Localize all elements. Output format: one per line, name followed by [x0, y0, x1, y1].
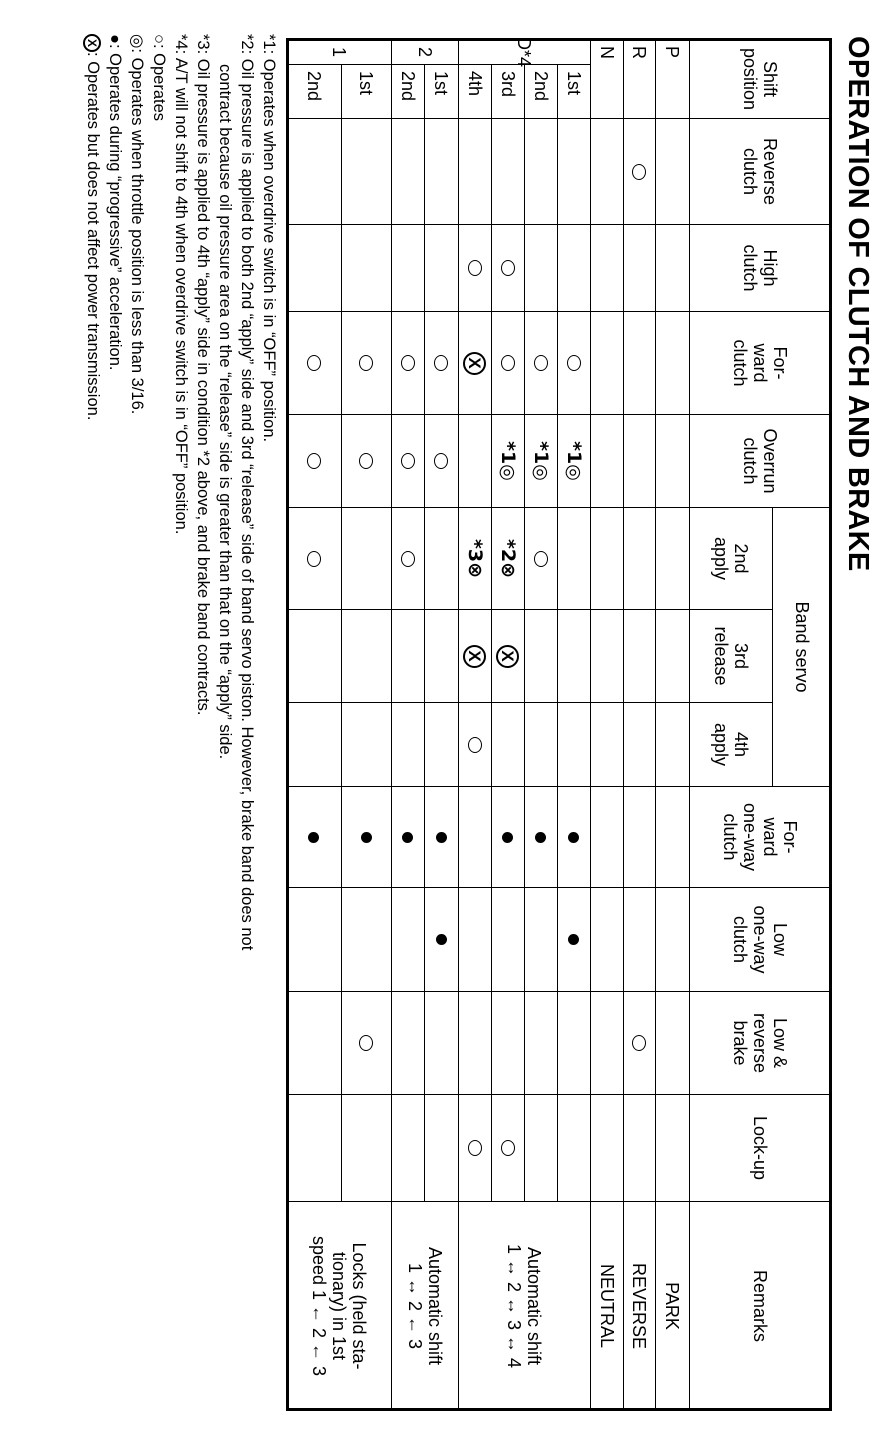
circle-symbol: [307, 355, 321, 371]
shift-position-cell: [491, 65, 524, 119]
table-cell: [341, 119, 391, 225]
table-cell: [491, 415, 524, 508]
table-cell: [341, 312, 391, 415]
footnote: [214, 34, 236, 950]
shift-position-label: P: [662, 46, 683, 59]
table-cell: [491, 992, 524, 1095]
table-cell: [341, 888, 391, 992]
footnoted-symbol: *1◎: [497, 441, 519, 481]
table-cell: [524, 787, 557, 888]
table-cell: [491, 225, 524, 312]
shift-position-label: R: [629, 46, 650, 59]
table-cell: [458, 703, 491, 787]
footnote-mark: *4:: [172, 34, 190, 55]
table-cell: [557, 787, 590, 888]
table-cell: [491, 312, 524, 415]
circle-symbol: [401, 355, 415, 371]
table-cell: [623, 610, 655, 703]
table-cell: [491, 1095, 524, 1202]
table-cell: [391, 992, 424, 1095]
header-label: Overrun clutch: [740, 428, 781, 494]
header-col-2: [689, 312, 831, 415]
table-cell: [655, 787, 689, 888]
remarks-text: Automatic shift 1 ↔ 2 ↔ 3 ↔ 4: [504, 1243, 545, 1369]
footnote-text: Operates: [150, 53, 168, 122]
header-label: Lock-up: [750, 1115, 771, 1181]
table-cell: [391, 312, 424, 415]
footnote: [258, 34, 280, 950]
table-cell: [341, 787, 391, 888]
shift-position-cell: [458, 65, 491, 119]
table-cell: [623, 508, 655, 610]
table-cell: [286, 888, 341, 992]
table-cell: [524, 992, 557, 1095]
remarks-cell: [655, 1202, 689, 1411]
header-label: Band servo: [792, 601, 812, 693]
footnote: [126, 34, 148, 950]
footnote-text: Operates during “progressive” acceleration.: [106, 53, 124, 371]
shift-group-text: D*4: [514, 37, 535, 68]
footnote-text: Operates but does not affect power transmission.: [84, 61, 102, 421]
table-cell: [458, 312, 491, 415]
circle-symbol: [567, 355, 581, 371]
table-cell: [391, 787, 424, 888]
table-cell: [557, 703, 590, 787]
header-col-4: [689, 508, 772, 610]
table-cell: [524, 312, 557, 415]
remarks-text: Automatic shift 1 ↔ 2 ← 3: [405, 1246, 445, 1366]
table-cell: [655, 415, 689, 508]
table-cell: [286, 1095, 341, 1202]
shift-position-cell: [623, 40, 655, 119]
shift-position-label: 1st: [431, 71, 452, 96]
table-cell: [491, 787, 524, 888]
header-col-3: [689, 415, 831, 508]
header-label: Shift position: [740, 47, 781, 111]
table-cell: [655, 703, 689, 787]
circle-symbol: [501, 1140, 515, 1156]
table-cell: [491, 888, 524, 992]
table-cell: [557, 225, 590, 312]
filled-dot-symbol: [361, 832, 372, 843]
footnote: [236, 34, 258, 950]
header-remarks: [689, 1202, 831, 1411]
shift-position-cell: [341, 65, 391, 119]
circle-symbol: [360, 453, 374, 469]
shift-group-text: 2: [415, 46, 435, 57]
table-cell: [590, 1095, 623, 1202]
table-cell: [623, 888, 655, 992]
footnote-mark: ●:: [106, 34, 124, 49]
table-cell: [424, 119, 458, 225]
table-cell: [458, 508, 491, 610]
shift-position-label: 1st: [356, 71, 377, 96]
footnote-mark: *3:: [194, 34, 212, 55]
header-label: Remarks: [750, 1269, 771, 1342]
table-cell: [524, 888, 557, 992]
circle-symbol: [468, 1140, 482, 1156]
table-cell: [557, 610, 590, 703]
filled-dot-symbol: [403, 832, 414, 843]
header-col-1: [689, 225, 831, 312]
circle-symbol: [435, 355, 449, 371]
table-cell: [286, 225, 341, 312]
header-label: 3rd release: [711, 626, 751, 686]
header-label: 2nd apply: [711, 536, 751, 581]
footnote-mark: *2:: [238, 34, 256, 55]
remarks-text: REVERSE: [629, 1262, 650, 1350]
table-cell: [623, 225, 655, 312]
footnote-mark-colon: :: [84, 52, 102, 57]
table-cell: [458, 787, 491, 888]
footnotes: [82, 34, 280, 950]
remarks-cell: [286, 1202, 391, 1411]
table-cell: [557, 888, 590, 992]
table-cell: [524, 415, 557, 508]
table-cell: [590, 508, 623, 610]
table-cell: [655, 992, 689, 1095]
shift-position-cell: [391, 65, 424, 119]
remarks-text: PARK: [662, 1282, 683, 1330]
remarks-cell: [590, 1202, 623, 1411]
table-cell: [458, 225, 491, 312]
circle-symbol: [307, 551, 321, 567]
filled-dot-symbol: [436, 832, 447, 843]
table-cell: [491, 610, 524, 703]
table-cell: [458, 119, 491, 225]
header-band-servo: [772, 508, 831, 787]
table-cell: [557, 508, 590, 610]
circled-x-symbol: X: [497, 645, 520, 668]
table-cell: [391, 508, 424, 610]
table-cell: [655, 1095, 689, 1202]
circled-x-symbol: X: [464, 645, 487, 668]
table-cell: [491, 703, 524, 787]
header-col-7: [689, 787, 831, 888]
remarks-cell: [623, 1202, 655, 1411]
filled-dot-symbol: [569, 934, 580, 945]
shift-position-cell: [557, 65, 590, 119]
circle-symbol: [501, 260, 515, 276]
filled-dot-symbol: [309, 832, 320, 843]
table-cell: [341, 703, 391, 787]
circled-x-symbol: X: [464, 352, 487, 375]
table-cell: [590, 787, 623, 888]
footnote: [104, 34, 126, 950]
table-cell: [286, 610, 341, 703]
table-cell: [341, 992, 391, 1095]
shift-position-label: 2nd: [531, 71, 551, 102]
table-cell: [286, 508, 341, 610]
table-cell: [655, 610, 689, 703]
footnote-text: Oil pressure is applied to both 2nd “apply” side and 3rd “release” side of band servo piston. However, brake band does not: [238, 58, 256, 951]
header-label: High clutch: [740, 244, 781, 292]
circle-symbol: [360, 1035, 374, 1051]
footnote-mark: ○:: [150, 34, 168, 49]
circle-symbol: [401, 453, 415, 469]
footnote-text: Operates when overdrive switch is in “OFF” position.: [260, 58, 278, 443]
table-cell: [557, 992, 590, 1095]
table-cell: [655, 312, 689, 415]
table-cell: [655, 225, 689, 312]
shift-position-cell: [655, 40, 689, 119]
circle-symbol: [360, 355, 374, 371]
table-cell: [623, 703, 655, 787]
table-cell: [341, 225, 391, 312]
table-cell: [391, 1095, 424, 1202]
shift-position-cell: [424, 65, 458, 119]
shift-position-label: 4th: [465, 71, 485, 97]
circle-symbol: [435, 453, 449, 469]
table-cell: [524, 119, 557, 225]
header-col-10: [689, 1095, 831, 1202]
table-cell: [590, 610, 623, 703]
header-label: Low one-way clutch: [730, 905, 791, 974]
table-cell: [391, 888, 424, 992]
table-cell: [424, 312, 458, 415]
table-cell: [557, 415, 590, 508]
table-cell: [286, 415, 341, 508]
remarks-text: Locks (held sta- tionary) in 1st speed 1 ← 2 ← 3: [309, 1235, 369, 1377]
header-col-6: [689, 703, 772, 787]
shift-group-text: 1: [329, 46, 349, 57]
circle-symbol: [307, 453, 321, 469]
table-cell: [623, 787, 655, 888]
filled-dot-symbol: [536, 832, 547, 843]
table-cell: [590, 312, 623, 415]
table-cell: [424, 703, 458, 787]
table-cell: [524, 508, 557, 610]
remarks-cell: [391, 1202, 458, 1411]
table-cell: [491, 119, 524, 225]
filled-dot-symbol: [503, 832, 514, 843]
table-cell: [557, 312, 590, 415]
shift-position-label: 2nd: [304, 71, 324, 102]
table-cell: [424, 1095, 458, 1202]
table-cell: [286, 992, 341, 1095]
header-col-8: [689, 888, 831, 992]
header-col-9: [689, 992, 831, 1095]
table-cell: [391, 703, 424, 787]
circle-symbol: [633, 1035, 647, 1051]
footnoted-symbol: *3⊗: [464, 538, 486, 579]
footnote-text: Oil pressure is applied to 4th “apply” side in condition *2 above, and brake band contracts.: [194, 58, 212, 716]
header-label: 4th apply: [711, 722, 751, 767]
table-cell: [557, 119, 590, 225]
header-label: Reverse clutch: [740, 137, 781, 206]
table-cell: [590, 703, 623, 787]
circle-symbol: [401, 551, 415, 567]
table-cell: [590, 225, 623, 312]
circle-symbol: [633, 164, 647, 180]
footnote-text: contract because oil pressure area on the “release” side is greater than that on the “apply” side.: [216, 64, 234, 760]
table-cell: [286, 312, 341, 415]
header-shift-position: [689, 40, 831, 119]
table-cell: [557, 1095, 590, 1202]
table-cell: [590, 888, 623, 992]
table-cell: [341, 610, 391, 703]
table-cell: [391, 119, 424, 225]
table-cell: [655, 508, 689, 610]
table-cell: [590, 415, 623, 508]
header-label: For- ward clutch: [730, 339, 791, 387]
header-label: For- ward one-way clutch: [720, 802, 801, 872]
page-title: OPERATION OF CLUTCH AND BRAKE: [842, 36, 874, 572]
table-cell: [424, 508, 458, 610]
table-cell: [391, 610, 424, 703]
shift-group-label: [391, 40, 458, 65]
shift-position-label: 1st: [564, 71, 584, 96]
footnote-mark: ◎:: [128, 34, 146, 53]
table-cell: [524, 1095, 557, 1202]
table-cell: [391, 415, 424, 508]
filled-dot-symbol: [436, 934, 447, 945]
table-cell: [424, 888, 458, 992]
table-cell: [286, 703, 341, 787]
circled-x-icon: X: [83, 34, 101, 52]
footnote: [82, 34, 104, 950]
table-cell: [458, 610, 491, 703]
table-cell: [391, 225, 424, 312]
footnote-mark: *1:: [260, 34, 278, 55]
shift-position-cell: [524, 65, 557, 119]
table-cell: [623, 1095, 655, 1202]
footnote-text: Operates when throttle position is less than 3/16.: [128, 57, 146, 415]
table-cell: [286, 787, 341, 888]
table-cell: [424, 787, 458, 888]
table-cell: [623, 312, 655, 415]
table-cell: [458, 1095, 491, 1202]
shift-position-label: N: [597, 46, 617, 59]
shift-group-label: [286, 40, 391, 65]
table-cell: [491, 508, 524, 610]
circle-symbol: [468, 737, 482, 753]
footnoted-symbol: *2⊗: [497, 538, 519, 579]
circle-symbol: [534, 355, 548, 371]
footnoted-symbol: *1◎: [563, 441, 585, 481]
shift-position-cell: [590, 40, 623, 119]
circle-symbol: [501, 355, 515, 371]
table-cell: [590, 992, 623, 1095]
footnote: [148, 34, 170, 950]
header-col-5: [689, 610, 772, 703]
table-cell: [458, 415, 491, 508]
table-cell: [655, 119, 689, 225]
header-col-0: [689, 119, 831, 225]
footnoted-symbol: *1◎: [530, 441, 552, 481]
footnote-text: A/T will not shift to 4th when overdrive switch is in “OFF” position.: [172, 57, 190, 535]
table-cell: [524, 703, 557, 787]
table-cell: [458, 888, 491, 992]
circle-symbol: [468, 260, 482, 276]
header-label: Low & reverse brake: [730, 1012, 791, 1074]
shift-position-cell: [286, 65, 341, 119]
remarks-cell: [458, 1202, 590, 1411]
table-cell: [623, 992, 655, 1095]
shift-group-label: [458, 37, 590, 68]
table-cell: [524, 610, 557, 703]
table-cell: [341, 1095, 391, 1202]
footnote: [170, 34, 192, 950]
circle-symbol: [534, 551, 548, 567]
remarks-text: NEUTRAL: [597, 1263, 617, 1348]
table-cell: [655, 888, 689, 992]
table-cell: [458, 992, 491, 1095]
table-cell: [590, 119, 623, 225]
filled-dot-symbol: [569, 832, 580, 843]
footnote: [192, 34, 214, 950]
table-cell: [341, 415, 391, 508]
table-cell: [524, 225, 557, 312]
table-cell: [424, 415, 458, 508]
table-cell: [286, 119, 341, 225]
table-cell: [424, 610, 458, 703]
table-cell: [341, 508, 391, 610]
shift-position-label: 2nd: [398, 71, 418, 102]
shift-position-label: 3rd: [498, 71, 518, 98]
table-cell: [424, 225, 458, 312]
table-cell: [623, 119, 655, 225]
table-cell: [424, 992, 458, 1095]
table-cell: [623, 415, 655, 508]
